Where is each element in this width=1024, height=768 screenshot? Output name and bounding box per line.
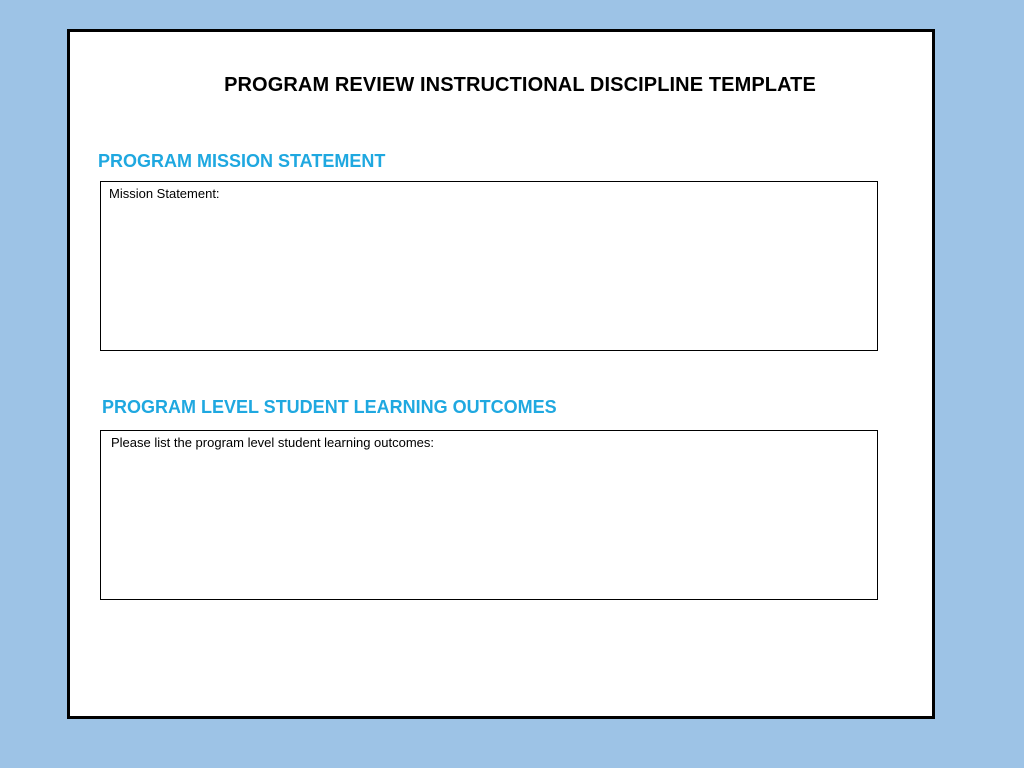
mission-section-heading: PROGRAM MISSION STATEMENT	[98, 151, 386, 171]
mission-statement-box[interactable]	[100, 181, 878, 351]
page-title: PROGRAM REVIEW INSTRUCTIONAL DISCIPLINE TEMPLATE	[224, 74, 816, 96]
learning-outcomes-input[interactable]	[107, 455, 871, 593]
mission-statement-input[interactable]	[107, 206, 871, 344]
outcomes-section-heading: PROGRAM LEVEL STUDENT LEARNING OUTCOMES	[102, 397, 557, 417]
mission-statement-label: Mission Statement:	[109, 186, 220, 201]
learning-outcomes-label: Please list the program level student learning outcomes:	[111, 435, 435, 450]
document-page	[67, 29, 935, 719]
learning-outcomes-box[interactable]	[100, 430, 878, 600]
